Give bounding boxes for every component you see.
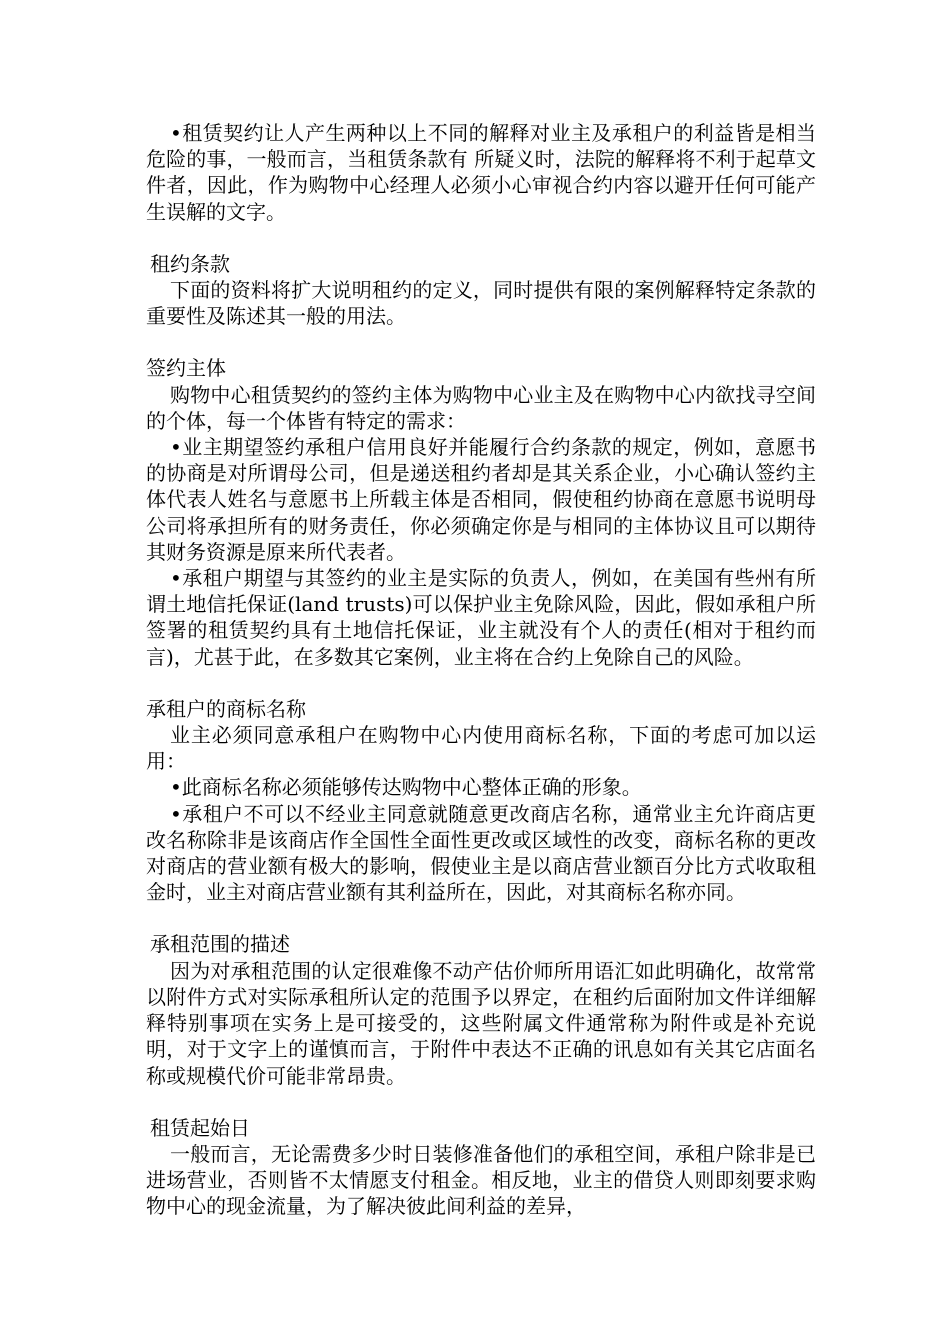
section-heading: 承租范围的描述 bbox=[150, 932, 290, 957]
section-tenant-trade-name bbox=[146, 696, 816, 906]
body-paragraph: 一般而言，无论需费多少时日装修准备他们的承租空间，承租户除非是已进场营业，否则皆不太情愿支付租金。相反地，业主的借贷人则即刻要求购物中心的现金流量，为了解决彼此间利益的差异， bbox=[146, 1141, 816, 1219]
section-heading: 租赁起始日 bbox=[150, 1115, 250, 1140]
body-paragraph: 下面的资料将扩大说明租约的定义，同时提供有限的案例解释特定条款的重要性及陈述其一般的用法。 bbox=[146, 278, 816, 329]
body-paragraph: 因为对承租范围的认定很难像不动产估价师所用语汇如此明确化，故常常以附件方式对实际承租所认定的范围予以界定，在租约后面附加文件详细解释特别事项在实务上是可接受的，这些附属文件通常称为附件或是补充说明，对于文字上的谨慎而言，于附件中表达不正确的讯息如有关其它店面名称或规模代价可能非常昂贵。 bbox=[146, 958, 816, 1088]
body-paragraph: 业主必须同意承租户在购物中心内使用商标名称，下面的考虑可加以运用： bbox=[146, 723, 816, 774]
section-lease-terms bbox=[146, 251, 816, 330]
section-heading: 签约主体 bbox=[146, 356, 226, 381]
section-commencement-date bbox=[146, 1115, 816, 1220]
bullet-paragraph: •此商标名称必须能够传达购物中心整体正确的形象。 bbox=[170, 775, 642, 800]
section-signing-parties bbox=[146, 355, 816, 669]
body-paragraph: 购物中心租赁契约的签约主体为购物中心业主及在购物中心内欲找寻空间的个体，每一个体皆有特定的需求： bbox=[146, 382, 816, 433]
section-premises-description bbox=[146, 931, 816, 1088]
section-heading: 租约条款 bbox=[150, 251, 230, 276]
document-body bbox=[146, 120, 816, 1220]
bullet-paragraph: •承租户不可以不经业主同意就随意更改商店名称，通常业主允许商店更改名称除非是该商店作全国性全面性更改或区域性的改变，商标名称的更改对商店的营业额有极大的影响，假使业主是以商店营业额百分比方式收取租金时，业主对商店营业额有其利益所在，因此，对其商标名称亦同。 bbox=[146, 801, 816, 905]
bullet-paragraph: •业主期望签约承租户信用良好并能履行合约条款的规定，例如，意愿书的协商是对所谓母公司，但是递送租约者却是其关系企业，小心确认签约主体代表人姓名与意愿书上所载主体是否相同，假使租约协商在意愿书说明母公司将承担所有的财务责任，你必须确定你是与相同的主体协议且可以期待其财务资源是原来所代表者。 bbox=[146, 435, 816, 564]
section-intro bbox=[146, 120, 816, 225]
section-heading: 承租户的商标名称 bbox=[146, 696, 306, 721]
bullet-paragraph: •租赁契约让人产生两种以上不同的解释对业主及承租户的利益皆是相当危险的事，一般而言，当租赁条款有 所疑义时，法院的解释将不利于起草文件者，因此，作为购物中心经理人必须小心审视合约内容以避开任何可能产 生误解的文字。 bbox=[146, 121, 816, 224]
bullet-paragraph: •承租户期望与其签约的业主是实际的负责人，例如，在美国有些州有所谓土地信托保证(land trusts)可以保护业主免除风险，因此，假如承租户所签署的租赁契约具有土地信托保证，业主就没有个人的责任(相对于租约而言)，尤甚于此，在多数其它案例，业主将在合约上免除自己的风险。 bbox=[146, 566, 816, 669]
